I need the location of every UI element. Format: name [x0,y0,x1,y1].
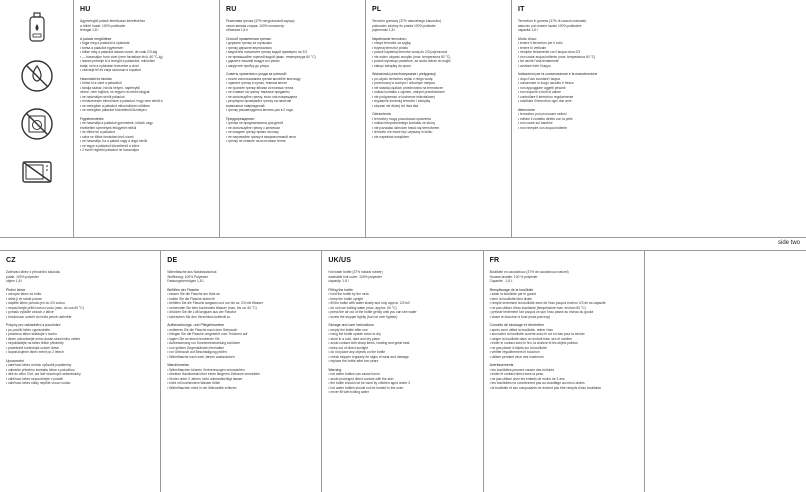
instruction-item: • csavarja fel és zárja szorosan a kupakot [80,68,141,73]
intro-text [167,270,315,284]
instruction-item: • не превышайте горячей водой (макс. температура 60 °C) [226,54,316,59]
intro-line: чехол-мягкая стирка: 100% полиэстер [226,23,285,28]
instruction-item: érzéketlen személyek felügyelet nélkül [80,125,137,130]
instruction-item: • nie podgrzewać w kuchence mikrofalowej [372,94,435,99]
instruction-item: • ürítse ki a vizet a palackból [80,81,122,86]
instruction-item: • non usare acqua bollente (max. temperatura 60 °C) [518,54,596,59]
instruction-item: • nicht mit kochendem Wasser füllen [167,381,221,386]
section-title: Figyelmeztetés [80,116,104,121]
instruction-item: • uchopte láhev za hrdlo [6,292,42,297]
instruction-item: • dopo l'uso svuotare l'acqua [518,76,560,81]
instruction-section [226,72,359,113]
instruction-section [372,37,505,69]
instruction-section [6,359,154,386]
intro-line: potah: 100% polyester [6,274,39,279]
instruction-section [80,117,213,153]
section-title: Aufbewahrungs- und Pflegehinweise [167,323,225,328]
icon-column [0,0,74,237]
instruction-item: • screw the stopper tightly (but not over tighten) [328,314,398,319]
instruction-section [518,72,652,104]
instruction-section [490,288,638,320]
intro-text [518,19,652,33]
section-title: Befüllen der Flasche [167,287,200,292]
instruction-item: • Aufbewahrung vor Sonneneinstrahlung schützen [167,341,241,346]
instruction-item: • przechowuj w suchym i chłodnym miejscu [372,81,436,86]
section-title: Ostrzeżenia [372,112,391,117]
instruction-item: • éviter le contact direct avec la peau [489,372,544,377]
instruction-item: • éviter le contact avec le feu, la chaleur et les objets pointus [489,341,578,346]
section-title: Remplissage de la bouillotte [489,287,534,292]
lang-block [74,0,220,237]
instruction-item: • entleeren Sie die Flasche nach dem Gebrauch [167,327,238,332]
intro-text [6,270,154,284]
instruction-section [226,37,359,69]
instruction-item: • ne tegye a palackot közvetlenül a bőrre [80,143,140,148]
instruction-item: • после использования грелки вылейте всю воду [226,76,301,81]
instruction-item: • do not use boiling water (max. approx. 60 °C) [328,305,397,310]
instruction-item: • les bouillottes ne conviennent pas au chauffage au micro-ondes [489,381,585,386]
intro-line: capacità 1,8 l [518,28,538,32]
intro-line: объемом 1,8 л [226,28,249,32]
intro-text [226,19,359,33]
section-title: Warnhinweise [167,363,190,368]
instruction-item: • hängen Sie die Flasche umgekehrt zum Trocknen auf [167,332,248,337]
instruction-item: • tartsa a palackot egyenesen [80,45,124,50]
instruction-item: • regularnie kontroluj termofor i zakrętkę [372,99,431,104]
intro-line: pokrowiec zdobny do prania 100% poliester [372,23,436,28]
intro-line: Fassungsvermögen 1,8 L [167,279,205,283]
instruction-item: • conservare in luogo asciutto e fresco [518,81,574,86]
instruction-item: • avvitare forte il tappo [518,63,551,68]
intro-line: Hot water bottle (37% natural rubber) [328,270,383,274]
instruction-item: • lagern Sie an einem trockenen Ort [167,336,220,341]
instruction-item: • powoli wycisnąć powietrze, aż woda dotrze do szyjki [372,59,451,64]
instruction-item: • schrauben Sie den Verschluss kraftvoll zu [167,314,231,319]
instruction-item: • non appoggiare oggetti pesanti [518,85,566,90]
intro-line: Termofor gumowy (37% naturalnego kauczuku) [372,19,442,23]
instruction-item: • ne melegítse a palackot mikrohullámú sütőben [80,103,151,108]
instruction-item: • zabraňte přímému kontaktu láhve s pokožkou [6,367,75,372]
instruction-section [167,323,315,359]
no-flame-icon [17,56,57,96]
instruction-item: • šroubovací uzávěr do hrdla pevně utáhněte [6,314,72,319]
instruction-item: • hold the bottle by the neck [328,292,369,297]
intro-text [372,19,505,33]
instruction-section [328,323,476,364]
intro-line: objem 1,8 l [6,279,23,283]
section-title: Storage and care instructions [328,323,374,328]
instruction-item: возможных повреждений [226,103,265,108]
intro-text [328,270,476,284]
section-title: Conseils de stockage et d'entretien [489,323,544,328]
no-microwave-icon [17,152,57,192]
instruction-item: • prázdnou láhev skladujte v suchu [6,332,57,337]
instruction-item: • trzymaj termofor prosto [372,45,408,50]
lang-block [484,251,645,492]
instruction-item: • грелку держите вертикально [226,45,272,50]
instruction-item: • nie wolno używać wrzątku (max. temperatura 60 °C) [372,54,451,59]
instruction-item: • keep the bottle upright [328,296,364,301]
instruction-item: • do not place any objects on the bottle [328,350,386,355]
instruction-item: • riempire lentamente con l'acqua circa 2/3 [518,50,581,55]
instruction-item: • używać nie dłużej niż dwa lata [372,103,419,108]
instruction-item: • store in a cool, dark and dry place [328,336,380,341]
side-two-row [0,250,806,492]
instruction-item: • les bouillottes peuvent causer des brûlures [489,367,555,372]
section-title: Attenzione: [518,107,536,112]
instruction-section [328,288,476,320]
intro-line: a hőtört huzat: 100% poliészter [80,23,126,28]
instruction-item: • hang the bottle upside down to dry [328,332,381,337]
intro-line: Ágymelegítő palack termikusan kezeléséhez [80,19,146,23]
instruction-item: • non riempire con acqua bollente [518,125,567,130]
instruction-item: • befüllen Sie die Flasche langsam und nur bis ca. 2/3 mit Wasser [167,301,263,306]
instruction-item: • rendszeresen ellenőrizze a palackot, hogy nem sérült-e [80,99,163,104]
intro-line: Termoforo in gomma (37% di caucciù naturale) [518,19,587,23]
instruction-section [80,37,213,73]
language-code: PL [372,6,382,13]
instruction-item: • avoid prolonged direct contact with the skin [328,376,394,381]
instruction-item: • non usare sui bambini [518,121,553,126]
instruction-item: • zahřívací láhev nikdy neplňte vroucí vodou [6,381,71,386]
instruction-item: • termofory mogą powodować oparzenia [372,116,431,121]
instruction-item: • von spitzen Gegenständen fernhalten [167,345,225,350]
instruction-section [6,288,154,320]
instruction-section [80,77,213,113]
instruction-item: • не нагревайте грелку в микроволновой печи [226,134,296,139]
instruction-item: • грелку рекомендуется менять раз в 2 года [226,108,293,113]
instruction-item: • tárolja száraz, hűvös helyen, napfénytől [80,85,140,90]
instruction-item: • Wärmflasche nach zwei Jahren austauschen [167,354,235,359]
instruction-item: • nepokládejte na láhev těžké předměty [6,341,64,346]
instruction-item: • не храните грелку вблизи источника тепла [226,85,294,90]
instruction-item: • храните грелку в сухом, темном месте [226,81,287,86]
instruction-item: • verwenden Sie kein kochendes Wasser (max. bis ca. 60 °C) [167,305,257,310]
instruction-item: • termofor nie może być używany w łóżku [372,130,433,135]
intro-line: Housse lavable: 100 % polyester [489,274,538,279]
instruction-item: • zahřívací láhev nepoužívejte v posteli [6,376,63,381]
side-label: side two [777,240,800,246]
instruction-item: • never fill with boiling water [328,390,369,395]
language-code: IT [518,6,525,13]
intro-line: Zahřívací láhev z přírodního kaučuku [6,270,61,274]
instruction-item: • удалите лишний воздух из грелки [226,59,280,64]
instruction-item: • keep out of direct sunlight [328,345,369,350]
section-title: Filling the bottle [328,287,353,292]
intro-line: astuccio può essere lavato 100% poliestere [518,23,582,28]
instruction-item: • far uscire l'aria lentamente [518,59,559,64]
instruction-item: • avoid contact with sharp items, heating and great heat [328,341,410,346]
lang-block [322,251,483,492]
section-title: Предупреждение: [226,116,256,121]
instruction-item: • doporučujeme láhev měnit po 2 letech [6,350,64,355]
section-title: Napełnianie termoforu [372,36,407,41]
section-title: A palack megtöltése [80,36,112,41]
intro-line: capacity: 1.8 l [328,279,349,283]
instruction-item: • visser le bouchon à fond (mais pas trop) [489,314,551,319]
intro-line: Wärmflasche aus Naturkautschuk [167,270,217,274]
instruction-item: • utiliser pendant deux ans maximum [489,354,544,359]
side-one-row [0,0,806,238]
instruction-item: • unikać bezpośredniego kontaktu ze skórą [372,121,435,126]
instruction-item: védve, nem hajlítva, ne tegyen rá nehéz tárgyat [80,90,150,95]
instruction-section [372,72,505,108]
instruction-item: • hot water bottles can cause burns [328,372,380,377]
language-code: CZ [6,257,16,264]
language-code: RU [226,6,237,13]
instruction-item: • не используйте грелку, если она повреждена [226,94,298,99]
lang-block [366,0,512,237]
section-title: Használat és tárolás [80,76,112,81]
instruction-item: • láhev uchovávejte mimo dosah slunečního záření [6,336,81,341]
section-title: Советы хранения и ухода за грелкой: [226,72,287,77]
section-title: Pokyny pro uskladnění a používání [6,323,61,328]
language-code: HU [80,6,91,13]
instruction-item: • the bottle should not be used by children aged under 3 [328,381,410,386]
lang-block [512,0,658,237]
intro-text [490,270,638,284]
instruction-item: • nie napełniać wrzątkiem [372,134,410,139]
instruction-item: • не кладите грелку прямо на кожу [226,130,279,135]
section-title: Indicazioni per la conservazione e la manutenzione [518,72,598,77]
instruction-item: • nepoužívejte příliš horkou vodu (max. do cca 60 °C) [6,305,84,310]
instruction-item: • vor Gebrauch auf Beschädigung prüfen [167,350,227,355]
instruction-item: • soha ne töltse forrásban lévő vízzel [80,134,134,139]
instruction-item: • halten Sie die Flasche aufrecht [167,296,215,301]
instruction-section [226,117,359,144]
instruction-item: • ne pas utiliser chez les enfants de moins de 3 ans [489,376,565,381]
instruction-item: • zakręć zakrętkę do oporu [372,63,412,68]
instruction-item: • ne használjon sérült palackot [80,94,125,99]
instruction-item: • chwyć termofor za szyjkę [372,41,411,46]
instruction-item: • fassen Sie die Flasche am Hals an [167,292,221,297]
instruction-item: • Kinder unter 3 Jahren nicht unbeaufsichtigt lassen [167,376,243,381]
instruction-item: • po użyciu termoforu wylać z niego wodę [372,76,433,81]
language-code: UK/US [328,257,352,264]
instruction-item: • не ставьте на грелку тяжелые предметы [226,90,290,95]
instruction-item: • děti do věku 3 let, ani lidé neschopní sebeobsluhy [6,372,81,377]
instruction-item: • zahřívací láhev mohou způsobit popáleniny [6,363,72,368]
instruction-section [328,368,476,395]
lang-block [0,251,161,492]
instruction-item: • drücken Sie die Luft langsam aus der Flasche [167,310,237,315]
language-code: FR [489,257,500,264]
instruction-item: • replace the bottle after two years [328,359,379,364]
instruction-item: • lassan préselje ki a levegőt a palackból, miközben [80,59,156,64]
section-title: Avertissements [489,363,514,368]
instruction-item: • po použití láhev vyprázdněte [6,327,51,332]
intro-line: Capacité : 1,8 L [489,279,513,283]
intro-line: térfogat 1,8 l [80,28,99,32]
instruction-item: • Wärmflaschen nicht in der Mikrowelle erhitzen [167,385,237,390]
instruction-item: • держите грелку за горлышко [226,41,272,46]
instruction-item: • ne melegítse palackot közvetlenül tűzhelyen [80,108,147,113]
instruction-item: • remplir lentement la bouillotte avec de l'eau jusqu'à environ 2/3 de sa capacité [489,301,606,306]
instruction-item: • non esporre a fonti di calore [518,90,561,95]
instruction-item: • fogja meg a palackot a nyakánál [80,41,130,46]
bottle-with-drop-icon [17,8,57,48]
instruction-item: • ne használja a palackot gyermekek, idősek vagy [80,121,153,126]
instruction-item: • press the air out of the bottle gently until you can see water [328,310,417,315]
instruction-item: • ne használja, ha a palack vagy a dugó sérült [80,139,148,144]
instruction-item: • naplňte láhev pomalu jen do 2/3 vodou [6,301,65,306]
lang-block [220,0,366,237]
intro-line: washable knit cover: 100% polyester [328,274,382,279]
instruction-item: • après avoir utilisé la bouillotte, retirer l'eau [489,327,554,332]
instruction-item: • грелка не предназначена для детей [226,121,284,126]
instruction-item: • sostituire il termoforo ogni due anni [518,99,572,104]
instruction-section [518,37,652,69]
intro-text [80,19,213,33]
instruction-item: • грелку не ставьте на источники тепла [226,139,286,144]
intro-line: pojemność 1,8 l [372,28,396,32]
instruction-item: • nie pozwalać dzieciom bawić się termoforem [372,125,440,130]
instruction-section [6,323,154,355]
section-title: Plnění láhve [6,287,26,292]
no-washing-machine-icon [17,104,57,144]
instruction-item: • ne töltse túl a palackot [80,130,115,135]
instruction-item: • 2 évnél régebbi palackot ne használjon [80,148,140,153]
lang-block [645,251,806,492]
instruction-item: • powoli napełniaj termofor wodą do 2/3 pojemności [372,50,448,55]
instruction-section [490,363,638,390]
instruction-item: • controllare il termoforo regolarmente [518,94,574,99]
instruction-item: • pomalu vytlačte vzduch z láhve [6,310,54,315]
instruction-item: • ne pas placer d'objets sur la bouillotte [489,345,547,350]
instruction-item: • nie stawiaj ciężkich przedmiotów na termoforze [372,85,443,90]
instruction-item: • закрутите пробку до упора [226,63,269,68]
instruction-section [518,108,652,131]
section-title: Warning [328,367,342,372]
instruction-item: • la bouillotte et ses composants ne doivent pas être remplis d'eau bouillante [489,385,602,390]
instruction-item: • saisir la bouillotte par le goulot [489,292,536,297]
instruction-item: • tenir la bouillotte bien droite [489,296,532,301]
instruction-item: • tenere il termoforo per il collo [518,41,563,46]
instruction-section [372,112,505,139]
instruction-item: • direkten Hautkontakt über einen längeren Zeitraum vermeiden [167,372,260,377]
intro-line: Bouillotte en caoutchouc (37% de caoutchouc naturel) [489,270,569,274]
instruction-section [167,363,315,390]
instruction-item: • Wärmflaschen können Verbrennungen verursachen [167,367,245,372]
instruction-section [490,323,638,359]
instruction-item: • — használjon forró vizet (nem forrásban lévő, 60 °C-ig) [80,54,163,59]
intro-line: Stoffbezug: 100% Polyester [167,274,208,279]
instruction-section [167,288,315,320]
instruction-item: • töltse meg a palackot lassan vízzel, de csak 2/3-áig [80,50,158,55]
instruction-item: tartja; nem a nyílásban levezetve a vizet [80,63,139,68]
instruction-item: • empty the bottle after use [328,327,368,332]
instruction-item: • check stopper regularly for signs of wear and damage [328,354,409,359]
instruction-item: • termoforo può provocare ustioni [518,112,567,117]
instruction-item: • ne pas utiliser d'eau bouillante (température max. environ 60 °C) [489,305,586,310]
instruction-item: • accrocher la bouillotte ouverte avec le col en bas pour la sécher [489,332,585,337]
instruction-item: • unikać kontaktu z ogniem, ostrymi przedmiotami [372,90,445,95]
instruction-item: • ranger la bouillotte dans un endroit frais, sec et sombre [489,336,573,341]
section-title: Wskazówki przechowywania i pielęgnacji [372,72,436,77]
lang-block [161,251,322,492]
instruction-item: • pravidelně kontrolujte uzávěr láhve [6,345,60,350]
instruction-item: • presser lentement l'air jusqu'à ce que l'eau passe au niveau du goulot [489,310,594,315]
instruction-item: • držte ji ve svislé poloze [6,296,42,301]
instruction-item: • не используйте грелку с кипятком [226,125,280,130]
section-title: Способ применения грелки: [226,36,272,41]
section-title: Modo d'uso: [518,36,537,41]
instruction-item: • tenere in verticale [518,45,547,50]
intro-line: Резиновая грелка (37% натуральный каучук) [226,19,295,23]
instruction-item: • fill the bottle with water slowly and only approx. 2/3 full [328,301,410,306]
section-title: Upozornění [6,358,25,363]
language-code: DE [167,257,178,264]
instruction-item: • медленно наполните грелку водой примерно на 2/3 [226,50,308,55]
instruction-item: • hot water bottles should not be heated in the oven [328,385,404,390]
instruction-item: • vérifier régulièrement le bouchon [489,350,540,355]
instruction-item: • регулярно проверяйте грелку на наличие [226,99,292,104]
instruction-item: • evitare il contatto diretto con la pelle [518,116,573,121]
